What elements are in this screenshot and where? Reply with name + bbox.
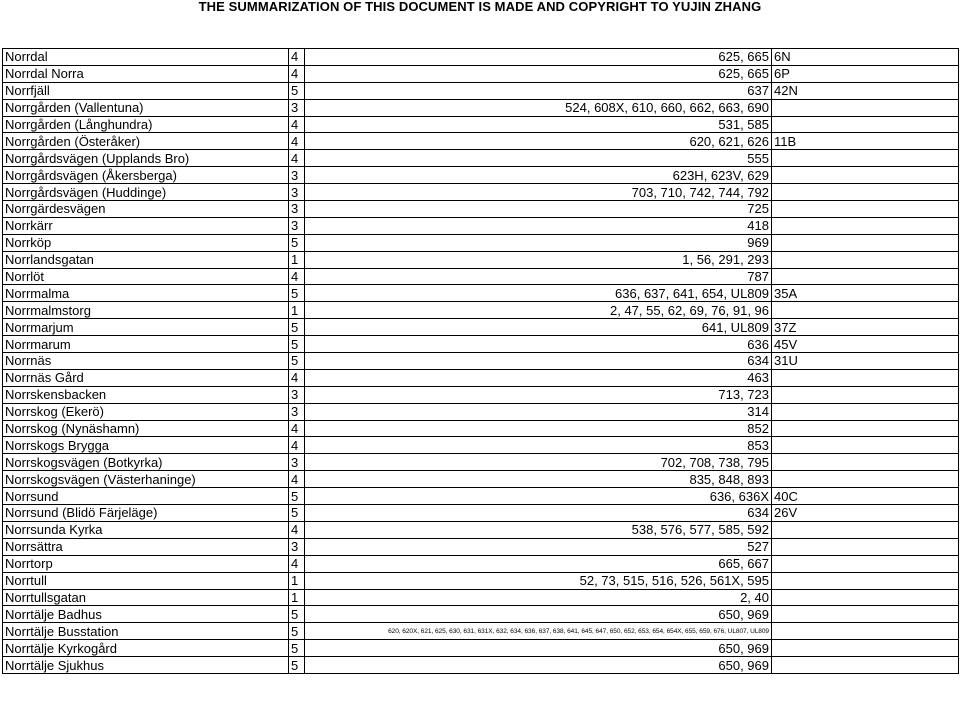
- stop-name-cell: Norrtull: [3, 572, 289, 589]
- lines-cell: 636, 637, 641, 654, UL809: [305, 285, 772, 302]
- stop-name-cell: Norrsättra: [3, 538, 289, 555]
- zone-cell: 1: [289, 302, 305, 319]
- table-row: [3, 521, 959, 538]
- zone-cell: 3: [289, 538, 305, 555]
- stop-name-cell: Norrköp: [3, 234, 289, 251]
- map-code-cell: [772, 640, 959, 657]
- zone-cell: 5: [289, 353, 305, 370]
- zone-cell: 5: [289, 82, 305, 99]
- lines-cell: 636: [305, 336, 772, 353]
- stop-name-cell: Norrgårdsvägen (Åkersberga): [3, 167, 289, 184]
- stop-name-cell: Norrsund: [3, 488, 289, 505]
- table-row: [3, 572, 959, 589]
- stop-name-cell: Norrtullsgatan: [3, 589, 289, 606]
- lines-cell: 650, 969: [305, 640, 772, 657]
- lines-cell: 625, 665: [305, 65, 772, 82]
- stop-name-cell: Norrkärr: [3, 217, 289, 234]
- zone-cell: 4: [289, 133, 305, 150]
- zone-cell: 5: [289, 623, 305, 640]
- map-code-cell: [772, 538, 959, 555]
- table-row: [3, 217, 959, 234]
- zone-cell: 5: [289, 640, 305, 657]
- table-row: [3, 133, 959, 150]
- stop-name-cell: Norrdal: [3, 49, 289, 66]
- stop-name-cell: Norrmalmstorg: [3, 302, 289, 319]
- zone-cell: 4: [289, 555, 305, 572]
- lines-cell: 555: [305, 150, 772, 167]
- table-row: [3, 623, 959, 640]
- map-code-cell: [772, 167, 959, 184]
- lines-cell: 650, 969: [305, 606, 772, 623]
- map-code-cell: [772, 234, 959, 251]
- map-code-cell: 6P: [772, 65, 959, 82]
- map-code-cell: [772, 471, 959, 488]
- lines-cell: 2, 40: [305, 589, 772, 606]
- lines-cell: 641, UL809: [305, 319, 772, 336]
- map-code-cell: [772, 572, 959, 589]
- zone-cell: 5: [289, 285, 305, 302]
- lines-cell: 527: [305, 538, 772, 555]
- table-row: [3, 369, 959, 386]
- table-row: [3, 302, 959, 319]
- table-row: [3, 538, 959, 555]
- stop-table: [2, 48, 959, 674]
- lines-cell: 620, 620X, 621, 625, 630, 631, 631X, 632, 634, 636, 637, 638, 641, 645, 647, 650, 652, 653, 654, 654X, 655, 659, 676, UL807, UL809: [305, 623, 772, 640]
- lines-cell: 625, 665: [305, 49, 772, 66]
- lines-cell: 703, 710, 742, 744, 792: [305, 184, 772, 201]
- table-row: [3, 184, 959, 201]
- table-row: [3, 82, 959, 99]
- table-row: [3, 251, 959, 268]
- map-code-cell: [772, 99, 959, 116]
- stop-name-cell: Norrmarjum: [3, 319, 289, 336]
- zone-cell: 3: [289, 454, 305, 471]
- map-code-cell: 40C: [772, 488, 959, 505]
- table-row: [3, 319, 959, 336]
- zone-cell: 4: [289, 369, 305, 386]
- lines-cell: 623H, 623V, 629: [305, 167, 772, 184]
- map-code-cell: [772, 150, 959, 167]
- stop-name-cell: Norrgårdsvägen (Huddinge): [3, 184, 289, 201]
- lines-cell: 538, 576, 577, 585, 592: [305, 521, 772, 538]
- lines-cell: 853: [305, 437, 772, 454]
- map-code-cell: [772, 657, 959, 674]
- stop-name-cell: Norrtälje Sjukhus: [3, 657, 289, 674]
- table-row: [3, 285, 959, 302]
- table-row: [3, 437, 959, 454]
- map-code-cell: [772, 403, 959, 420]
- map-code-cell: 26V: [772, 505, 959, 522]
- table-row: [3, 268, 959, 285]
- lines-cell: 969: [305, 234, 772, 251]
- table-row: [3, 606, 959, 623]
- stop-name-cell: Norrgårdsvägen (Upplands Bro): [3, 150, 289, 167]
- map-code-cell: 6N: [772, 49, 959, 66]
- zone-cell: 4: [289, 65, 305, 82]
- map-code-cell: [772, 420, 959, 437]
- map-code-cell: [772, 251, 959, 268]
- zone-cell: 3: [289, 403, 305, 420]
- lines-cell: 787: [305, 268, 772, 285]
- stop-name-cell: Norrgärdesvägen: [3, 201, 289, 218]
- lines-cell: 852: [305, 420, 772, 437]
- stop-name-cell: Norrtälje Busstation: [3, 623, 289, 640]
- stop-name-cell: Norrtorp: [3, 555, 289, 572]
- map-code-cell: 35A: [772, 285, 959, 302]
- lines-cell: 524, 608X, 610, 660, 662, 663, 690: [305, 99, 772, 116]
- stop-name-cell: Norrnäs Gård: [3, 369, 289, 386]
- table-row: [3, 505, 959, 522]
- lines-cell: 620, 621, 626: [305, 133, 772, 150]
- zone-cell: 3: [289, 386, 305, 403]
- stop-name-cell: Norrdal Norra: [3, 65, 289, 82]
- map-code-cell: [772, 589, 959, 606]
- zone-cell: 5: [289, 336, 305, 353]
- zone-cell: 3: [289, 99, 305, 116]
- map-code-cell: 11B: [772, 133, 959, 150]
- table-row: [3, 488, 959, 505]
- stop-name-cell: Norrskensbacken: [3, 386, 289, 403]
- lines-cell: 665, 667: [305, 555, 772, 572]
- table-row: [3, 234, 959, 251]
- stop-name-cell: Norrgården (Långhundra): [3, 116, 289, 133]
- table-row: [3, 555, 959, 572]
- lines-cell: 1, 56, 291, 293: [305, 251, 772, 268]
- zone-cell: 4: [289, 420, 305, 437]
- stop-name-cell: Norrlandsgatan: [3, 251, 289, 268]
- map-code-cell: 31U: [772, 353, 959, 370]
- lines-cell: 314: [305, 403, 772, 420]
- table-row: [3, 420, 959, 437]
- zone-cell: 5: [289, 657, 305, 674]
- stop-name-cell: Norrgården (Österåker): [3, 133, 289, 150]
- table-row: [3, 201, 959, 218]
- map-code-cell: 37Z: [772, 319, 959, 336]
- table-row: [3, 386, 959, 403]
- stop-name-cell: Norrskogsvägen (Västerhaninge): [3, 471, 289, 488]
- stop-name-cell: Norrmalma: [3, 285, 289, 302]
- zone-cell: 4: [289, 437, 305, 454]
- stop-name-cell: Norrfjäll: [3, 82, 289, 99]
- map-code-cell: 42N: [772, 82, 959, 99]
- zone-cell: 3: [289, 184, 305, 201]
- stop-table-body: [3, 49, 959, 674]
- map-code-cell: [772, 268, 959, 285]
- map-code-cell: [772, 454, 959, 471]
- zone-cell: 3: [289, 167, 305, 184]
- map-code-cell: [772, 369, 959, 386]
- map-code-cell: [772, 623, 959, 640]
- map-code-cell: [772, 116, 959, 133]
- stop-name-cell: Norrskog (Nynäshamn): [3, 420, 289, 437]
- table-row: [3, 454, 959, 471]
- zone-cell: 4: [289, 150, 305, 167]
- table-row: [3, 116, 959, 133]
- zone-cell: 5: [289, 234, 305, 251]
- zone-cell: 4: [289, 521, 305, 538]
- stop-name-cell: Norrmarum: [3, 336, 289, 353]
- lines-cell: 531, 585: [305, 116, 772, 133]
- lines-cell: 418: [305, 217, 772, 234]
- map-code-cell: 45V: [772, 336, 959, 353]
- zone-cell: 5: [289, 319, 305, 336]
- lines-cell: 725: [305, 201, 772, 218]
- stop-name-cell: Norrlöt: [3, 268, 289, 285]
- stop-name-cell: Norrskogsvägen (Botkyrka): [3, 454, 289, 471]
- zone-cell: 5: [289, 606, 305, 623]
- map-code-cell: [772, 521, 959, 538]
- stop-name-cell: Norrsund (Blidö Färjeläge): [3, 505, 289, 522]
- map-code-cell: [772, 201, 959, 218]
- stop-name-cell: Norrskogs Brygga: [3, 437, 289, 454]
- zone-cell: 4: [289, 471, 305, 488]
- zone-cell: 1: [289, 589, 305, 606]
- lines-cell: 634: [305, 353, 772, 370]
- stop-name-cell: Norrnäs: [3, 353, 289, 370]
- zone-cell: 4: [289, 49, 305, 66]
- table-row: [3, 353, 959, 370]
- zone-cell: 5: [289, 488, 305, 505]
- map-code-cell: [772, 555, 959, 572]
- table-row: [3, 99, 959, 116]
- lines-cell: 702, 708, 738, 795: [305, 454, 772, 471]
- table-row: [3, 589, 959, 606]
- lines-cell: 2, 47, 55, 62, 69, 76, 91, 96: [305, 302, 772, 319]
- lines-cell: 835, 848, 893: [305, 471, 772, 488]
- table-row: [3, 49, 959, 66]
- lines-cell: 636, 636X: [305, 488, 772, 505]
- zone-cell: 4: [289, 268, 305, 285]
- lines-cell: 650, 969: [305, 657, 772, 674]
- map-code-cell: [772, 606, 959, 623]
- map-code-cell: [772, 386, 959, 403]
- stop-name-cell: Norrskog (Ekerö): [3, 403, 289, 420]
- table-row: [3, 167, 959, 184]
- stop-name-cell: Norrtälje Kyrkogård: [3, 640, 289, 657]
- zone-cell: 3: [289, 201, 305, 218]
- lines-cell: 52, 73, 515, 516, 526, 561X, 595: [305, 572, 772, 589]
- map-code-cell: [772, 184, 959, 201]
- table-row: [3, 150, 959, 167]
- lines-cell: 713, 723: [305, 386, 772, 403]
- lines-cell: 634: [305, 505, 772, 522]
- table-row: [3, 657, 959, 674]
- map-code-cell: [772, 437, 959, 454]
- zone-cell: 3: [289, 217, 305, 234]
- table-row: [3, 403, 959, 420]
- zone-cell: 1: [289, 572, 305, 589]
- table-row: [3, 65, 959, 82]
- table-row: [3, 336, 959, 353]
- stop-name-cell: Norrtälje Badhus: [3, 606, 289, 623]
- lines-cell: 637: [305, 82, 772, 99]
- map-code-cell: [772, 217, 959, 234]
- zone-cell: 5: [289, 505, 305, 522]
- page-header-title: THE SUMMARIZATION OF THIS DOCUMENT IS MADE AND COPYRIGHT TO YUJIN ZHANG: [198, 0, 762, 14]
- stop-name-cell: Norrsunda Kyrka: [3, 521, 289, 538]
- zone-cell: 1: [289, 251, 305, 268]
- zone-cell: 4: [289, 116, 305, 133]
- map-code-cell: [772, 302, 959, 319]
- table-row: [3, 471, 959, 488]
- stop-name-cell: Norrgården (Vallentuna): [3, 99, 289, 116]
- table-row: [3, 640, 959, 657]
- lines-cell: 463: [305, 369, 772, 386]
